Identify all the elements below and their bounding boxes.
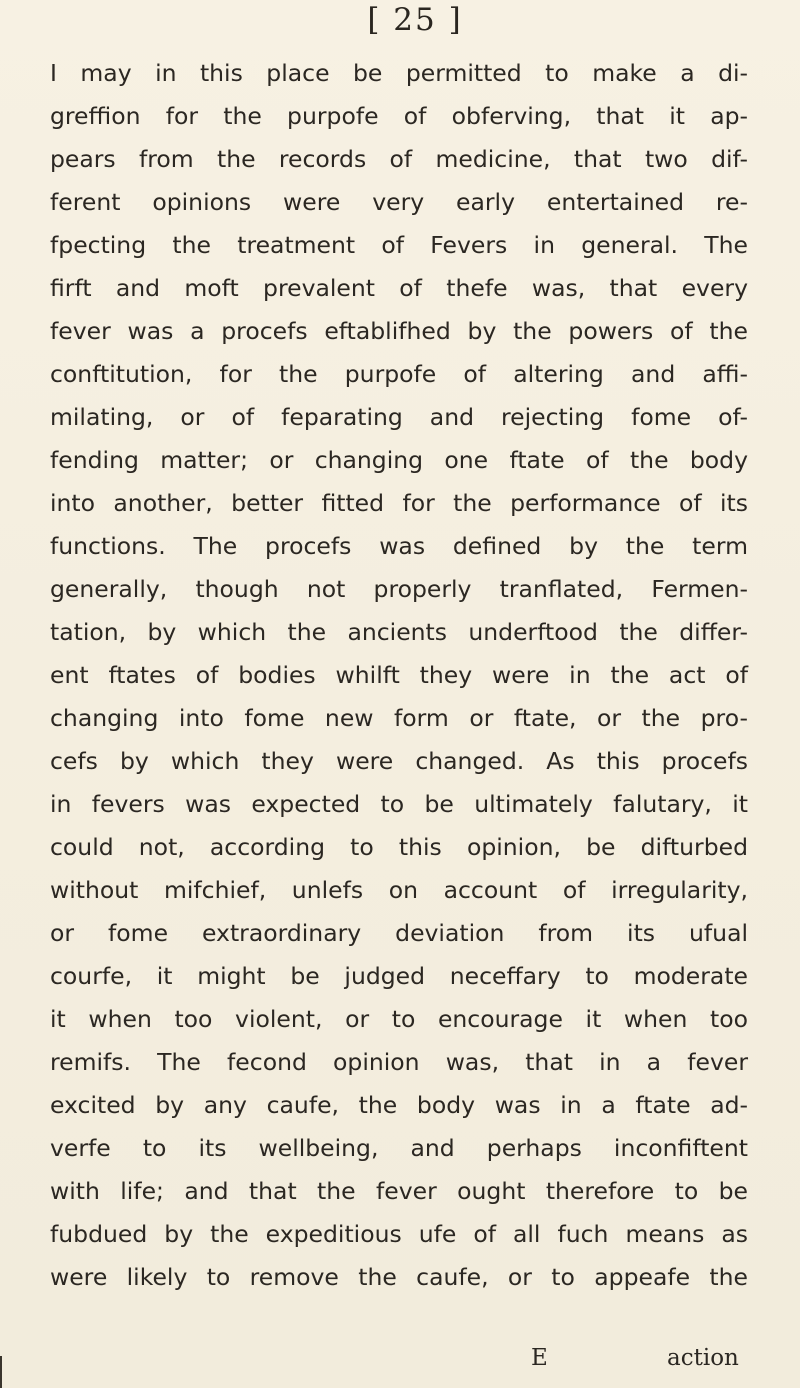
text-line: courfe, it might be judged neceffary to moderate [50,962,748,990]
body-text [50,52,748,1299]
text-line: conftitution, for the purpofe of altering and affi- [50,360,748,388]
text-line: milating, or of feparating and rejecting fome of- [50,403,748,431]
text-line: cefs by which they were changed. As this procefs [50,747,748,775]
signature-mark: E [531,1345,548,1371]
text-line: fever was a procefs eftablifhed by the powers of the [50,317,748,345]
text-line: could not, according to this opinion, be difturbed [50,833,748,861]
page-number: [ 25 ] [367,2,463,38]
text-line: excited by any caufe, the body was in a ftate ad- [50,1091,748,1119]
text-line: fending matter; or changing one ftate of the body [50,446,748,474]
text-line: tation, by which the ancients underftood the differ- [50,618,748,646]
text-line: functions. The procefs was defined by the term [50,532,748,560]
text-line: fpecting the treatment of Fevers in general. The [50,231,748,259]
text-line: generally, though not properly tranflated, Fermen- [50,575,748,603]
text-line: changing into fome new form or ftate, or the pro- [50,704,748,732]
text-line: were likely to remove the caufe, or to appeafe the [50,1263,748,1291]
text-line: without mifchief, unlefs on account of irregularity, [50,876,748,904]
page-footer [0,1345,800,1388]
text-line: or fome extraordinary deviation from its ufual [50,919,748,947]
page-header [0,2,800,38]
page-edge-mark [0,1356,2,1388]
text-line: ferent opinions were very early entertained re- [50,188,748,216]
text-line: in fevers was expected to be ultimately falutary, it [50,790,748,818]
text-line: ent ftates of bodies whilft they were in the act of [50,661,748,689]
text-line: it when too violent, or to encourage it when too [50,1005,748,1033]
text-line: pears from the records of medicine, that two dif- [50,145,748,173]
text-line: I may in this place be permitted to make a di- [50,59,748,87]
text-line: fubdued by the expeditious ufe of all fuch means as [50,1220,748,1248]
text-line: firft and moft prevalent of thefe was, that every [50,274,748,302]
text-line: remifs. The fecond opinion was, that in a fever [50,1048,748,1076]
text-line: with life; and that the fever ought therefore to be [50,1177,748,1205]
catchword: action [667,1345,739,1371]
text-line: greffion for the purpofe of obferving, that it ap- [50,102,748,130]
text-line: verfe to its wellbeing, and perhaps inconfiftent [50,1134,748,1162]
text-line: into another, better fitted for the performance of its [50,489,748,517]
